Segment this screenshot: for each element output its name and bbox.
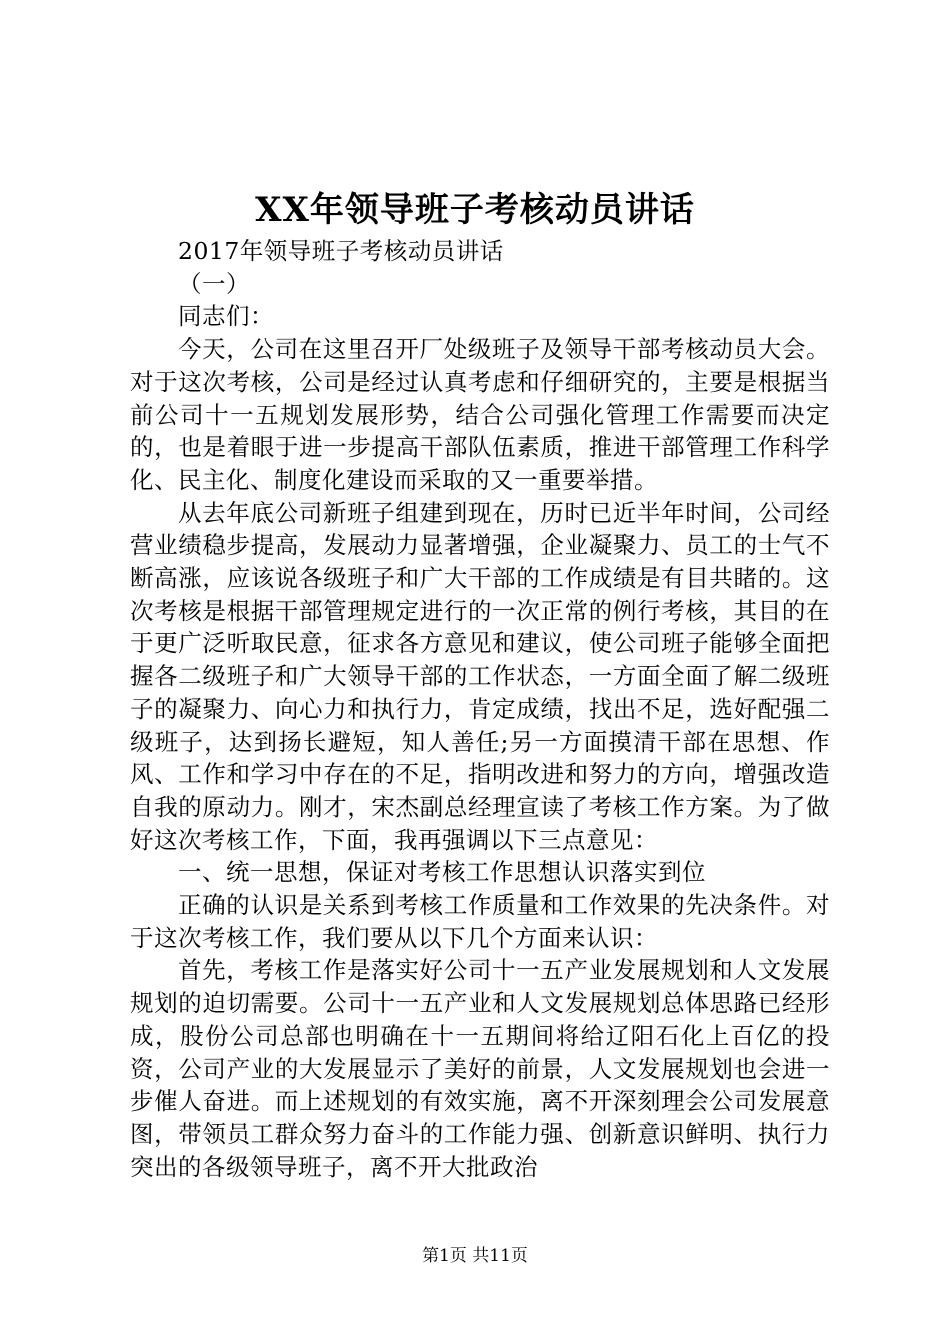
page-number-footer: 第1页 共11页: [422, 1246, 528, 1266]
paragraph-2: 从去年底公司新班子组建到现在，历时已近半年时间，公司经营业绩稳步提高，发展动力显著增强，企业凝聚力、员工的士气不断高涨，应该说各级班子和广大干部的工作成绩是有目共睹的。这次考核是根据干部管理规定进行的一次正常的例行考核，其目的在于更广泛听取民意，征求各方意见和建议，使公司班子能够全面把握各二级班子和广大领导干部的工作状态，一方面全面了解二级班子的凝聚力、向心力和执行力，肯定成绩，找出不足，选好配强二级班子，达到扬长避短，知人善任;另一方面摸清干部在思想、作风、工作和学习中存在的不足，指明改进和努力的方向，增强改造自我的原动力。刚才，宋杰副总经理宣读了考核工作方案。为了做好这次考核工作，下面，我再强调以下三点意见：: [130, 498, 830, 854]
paragraph-4: 首先，考核工作是落实好公司十一五产业发展规划和人文发展规划的迫切需要。公司十一五产业和人文发展规划总体思路已经形成，股份公司总部也明确在十一五期间将给辽阳石化上百亿的投资，公司产业的大发展显示了美好的前景，人文发展规划也会进一步催人奋进。而上述规划的有效实施，离不开深刻理会公司发展意图，带领员工群众努力奋斗的工作能力强、创新意识鲜明、执行力突出的各级领导班子，离不开大批政治: [130, 956, 830, 1181]
salutation: 同志们：: [178, 302, 274, 331]
paragraph-1: 今天，公司在这里召开厂处级班子及领导干部考核动员大会。对于这次考核，公司是经过认真考虑和仔细研究的，主要是根据当前公司十一五规划发展形势，结合公司强化管理工作需要而决定的，也是着眼于进一步提高干部队伍素质，推进干部管理工作科学化、民主化、制度化建设而采取的又一重要举措。: [130, 335, 830, 494]
document-title: XX年领导班子考核动员讲话: [255, 190, 695, 230]
section-marker: （一）: [178, 269, 250, 298]
document-body: [130, 235, 830, 1183]
section-heading-1: 一、统一思想，保证对考核工作思想认识落实到位: [178, 858, 706, 887]
document-subtitle: 2017年领导班子考核动员讲话: [178, 237, 504, 265]
paragraph-3: 正确的认识是关系到考核工作质量和工作效果的先决条件。对于这次考核工作，我们要从以下几个方面来认识：: [130, 891, 830, 952]
